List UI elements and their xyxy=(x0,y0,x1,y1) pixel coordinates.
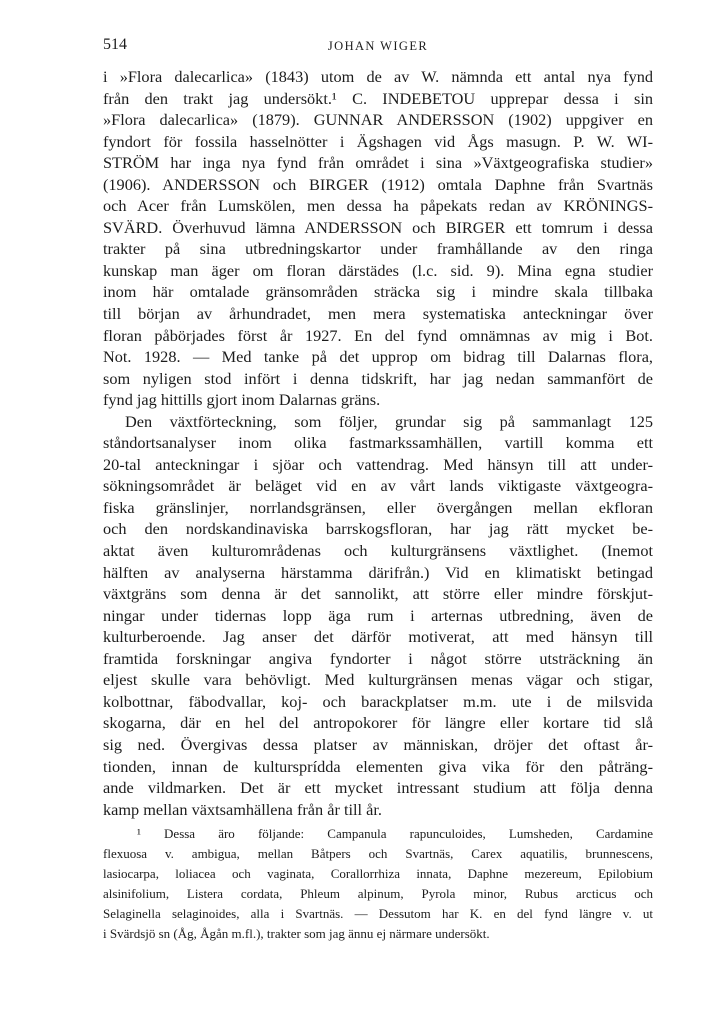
body-line: ningar under tidernas lopp äga rum i arternas utbredning, även de xyxy=(103,605,653,625)
body-text xyxy=(103,66,653,820)
body-line: och den nordskandinaviska barrskogsfloran, har jag rätt mycket be- xyxy=(103,519,653,539)
body-line: som nyligen stod infört i denna tidskrift, har jag nedan sammanfört de xyxy=(103,368,653,388)
footnote-line: i Svärdsjö sn (Åg, Ågån m.fl.), trakter som jag ännu ej närmare undersökt. xyxy=(103,926,490,941)
body-line: kunskap man äger om floran därstädes (l.c. sid. 9). Mina egna studier xyxy=(103,260,653,280)
body-line: eljest skulle vara behövligt. Med kulturgränsen menas vägar och stigar, xyxy=(103,670,653,690)
body-line: inom här omtalade gränsområden sträcka sig i mindre skala tillbaka xyxy=(103,282,653,302)
body-line: aktat även kulturområdenas och kulturgränsens växtlighet. (Inemot xyxy=(103,541,653,561)
body-line: skogarna, där en hel del antropokorer för längre eller kortare tid slå xyxy=(103,713,653,733)
page-header xyxy=(103,36,653,58)
body-line: sökningsområdet är beläget vid en av vårt lands viktigaste växtgeogra- xyxy=(103,476,653,496)
body-line: kamp mellan växtsamhällena från år till år. xyxy=(103,799,382,819)
page-number: 514 xyxy=(103,36,127,53)
body-line: i »Flora dalecarlica» (1843) utom de av W. nämnda ett antal nya fynd xyxy=(103,67,653,86)
body-line: STRÖM har inga nya fynd från området i sina »Växtgeografiska studier» xyxy=(103,153,653,173)
body-line: sig ned. Övergivas dessa platser av människan, dröjer det oftast år- xyxy=(103,734,653,754)
body-line: 20-tal anteckningar i sjöar och vattendrag. Med hänsyn till att under- xyxy=(103,454,653,474)
body-line: Den växtförteckning, som följer, grundar sig på sammanlagt 125 xyxy=(125,411,653,431)
running-head: JOHAN WIGER xyxy=(327,39,429,53)
body-line: från den trakt jag undersökt.¹ C. INDEBETOU upprepar dessa i sin xyxy=(103,88,653,108)
body-line: ståndortsanalyser inom olika fastmarkssamhällen, vartill komma ett xyxy=(103,433,653,453)
footnote-line: flexuosa v. ambigua, mellan Båtpers och Svartnäs, Carex aquatilis, brunnescens, xyxy=(103,846,653,861)
body-line: trakter på sina utbredningskartor under framhållande av den ringa xyxy=(103,239,653,259)
body-line: »Flora dalecarlica» (1879). GUNNAR ANDERSSON (1902) uppgiver en xyxy=(103,110,653,130)
body-line: till början av århundradet, men mera systematiska anteckningar över xyxy=(103,304,653,324)
body-line: fiska gränslinjer, norrlandsgränsen, eller övergången mellan ekfloran xyxy=(103,497,653,517)
body-line: framtida forskningar angiva fyndorter i något större utsträckning än xyxy=(103,648,653,668)
body-line: växtgräns som denna är det sannolikt, att större eller mindre förskjut- xyxy=(103,584,653,604)
body-line: tionden, innan de kultursprídda elementen giva vika för den påträng- xyxy=(103,756,653,776)
body-line: floran påbörjades först år 1927. En del fynd omnämnas av mig i Bot. xyxy=(103,325,653,345)
body-line: kolbottnar, fäbodvallar, koj- och barackplatser m.m. ute i de milsvida xyxy=(103,691,653,711)
footnote xyxy=(103,824,653,944)
body-line: (1906). ANDERSSON och BIRGER (1912) omtala Daphne från Svartnäs xyxy=(103,174,653,194)
footnote-line: alsinifolium, Listera cordata, Phleum alpinum, Pyrola minor, Rubus arcticus och xyxy=(103,886,653,901)
body-line: hälften av analyserna härstamma därifrån.) Vid en klimatiskt betingad xyxy=(103,562,653,582)
body-line: kulturberoende. Jag anser det därför motiverat, att med hänsyn till xyxy=(103,627,653,647)
body-line: fynd jag hittills gjort inom Dalarnas gräns. xyxy=(103,390,381,410)
footnote-line: Selaginella selaginoides, alla i Svartnäs. — Dessutom har K. en del fynd längre v. ut xyxy=(103,906,653,921)
body-line: fyndort för fossila hasselnötter i Ägshagen vid Ågs masugn. P. W. WI- xyxy=(103,131,653,151)
body-line: SVÄRD. Överhuvud lämna ANDERSSON och BIRGER ett tomrum i dessa xyxy=(103,217,653,237)
body-line: ande vildmarken. Det är ett mycket intressant studium att följa denna xyxy=(103,778,653,798)
body-line: Not. 1928. — Med tanke på det upprop om bidrag till Dalarnas flora, xyxy=(103,347,653,367)
body-line: och Acer från Lumskölen, men dessa ha påpekats redan av KRÖNINGS- xyxy=(103,196,653,216)
footnote-line: ¹ Dessa äro följande: Campanula rapunculoides, Lumsheden, Cardamine xyxy=(137,826,653,841)
footnote-line: lasiocarpa, loliacea och vaginata, Corallorrhiza innata, Daphne mezereum, Epilobium xyxy=(103,866,653,881)
